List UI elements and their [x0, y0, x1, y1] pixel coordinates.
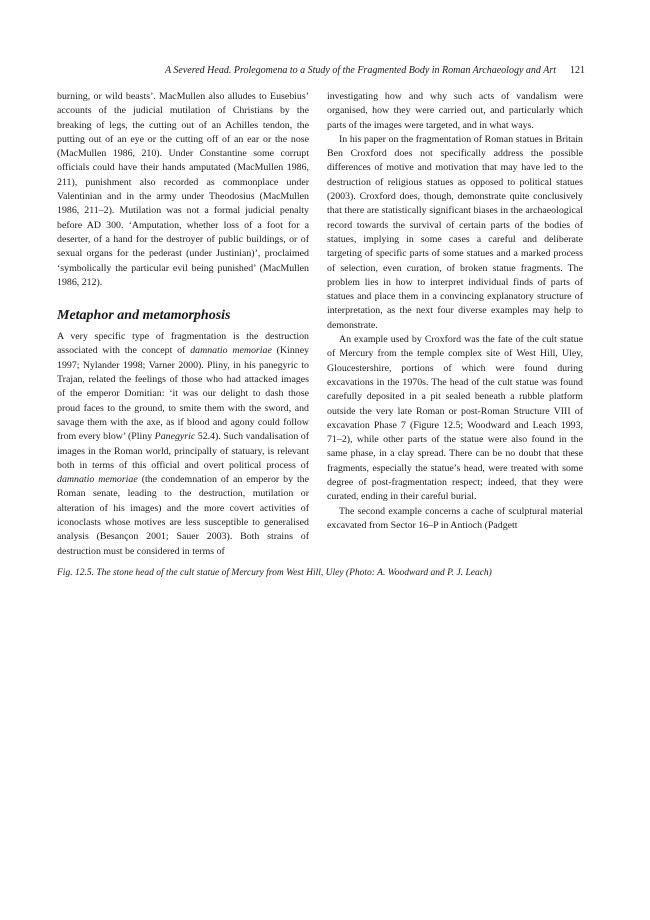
figure-caption: Fig. 12.5. The stone head of the cult statue of Mercury from West Hill, Uley (Photo: A. Woodward and P. J. Leach) [57, 568, 492, 578]
paragraph [57, 330, 309, 559]
left-column [57, 90, 309, 559]
text-run: (the condemnation of an emperor by the Roman senate, leading to the destruction, mutilation or alteration of his images) and the more covert activities of iconoclasts whose motives are less susceptible to generalised analysis (Besançon 2001; Sauer 2003). Both strains of destruction must be considered in terms of [57, 474, 310, 557]
italic-term: damnatio memoriae [190, 345, 272, 357]
italic-term: Panegyric [154, 431, 196, 443]
right-column [327, 90, 583, 533]
paragraph: An example used by Croxford was the fate of the cult statue of Mercury from the temple complex site of West Hill, Uley, Gloucestershire, portions of which were found during excavations in the 1970s. The head of the cult statue was found carefully deposited in a pit sealed beneath a rubble platform outside the very late Roman or post-Roman Structure VIII of excavation Phase 7 (Figure 12.5; Woodward and Leach 1993, 71–2), while other parts of the statue were also found in the same phase, in a clay spread. There can be no doubt that these fragments, especially the statue’s head, were treated with some degree of post-fragmentation respect; indeed, that they were curated, ending in their careful burial. [327, 334, 583, 503]
paragraph: burning, or wild beasts’. MacMullen also alludes to Eusebius’ accounts of the judicial mutilation of Christians by the breaking of legs, the cutting out of an Achilles tendon, the putting out of an eye or the cutting off of an ear or the nose (MacMullen 1986, 210). Under Constantine some corrupt officials could have their hands amputated (MacMullen 1986, 211), punishment also recorded as commonplace under Valentinian and in the army under Theodosius (MacMullen 1986, 211–2). Mutilation was not a formal judicial penalty before AD 300. ‘Amputation, whether loss of a foot for a deserter, of a hand for the destroyer of public buildings, or of sexual organs for the pederast (under Justinian)’, proclaimed ‘symbolically the particular evil being punished’ (MacMullen 1986, 212). [57, 91, 309, 288]
paragraph: The second example concerns a cache of sculptural material excavated from Sector 16–P in Antioch (Padgett [327, 505, 583, 531]
running-head [95, 65, 585, 76]
page-number: 121 [570, 65, 585, 76]
paragraph: In his paper on the fragmentation of Roman statues in Britain Ben Croxford does not specifically address the possible differences of motive and motivation that may have led to the destruction of religious statues as opposed to political statues (2003). Croxford does, though, demonstrate quite conclusively that there are statistically significant biases in the archaeological record towards the survival of certain parts of the bodies of statues, implying in some cases a careful and deliberate targeting of specific parts of some statues and a marked process of selection, even curation, of broken statue fragments. The problem lies in how to interpret individual finds of parts of statues and place them in a convincing explanatory structure of interpretation, as the next four diverse examples may help to demonstrate. [327, 133, 583, 331]
text-run: 52.4). Such vandalisation of images in the Roman world, principally of statuary, is relevant both in terms of this official and overt political process of [57, 431, 309, 471]
running-title: A Severed Head. Prolegomena to a Study of the Fragmented Body in Roman Archaeology and Art [164, 65, 556, 76]
text-run: A very specific type of fragmentation is the destruction associated with the concept of [57, 331, 309, 357]
italic-term: damnatio memoriae [57, 474, 138, 486]
section-heading: Metaphor and metamorphosis [57, 308, 231, 324]
text-run: (Kinney 1997; Nylander 1998; Varner 2000). Pliny, in his panegyric to Trajan, related the feelings of those who had attacked images of the emperor Domitian: ‘it was our delight to dash those proud faces to the ground, to smite them with the sword, and savage them with the axe, as if blood and agony could follow from every blow’ (Pliny [57, 345, 310, 443]
paragraph: investigating how and why such acts of vandalism were organised, how they were carried out, and particularly which parts of the images were targeted, and in what ways. [327, 91, 583, 131]
